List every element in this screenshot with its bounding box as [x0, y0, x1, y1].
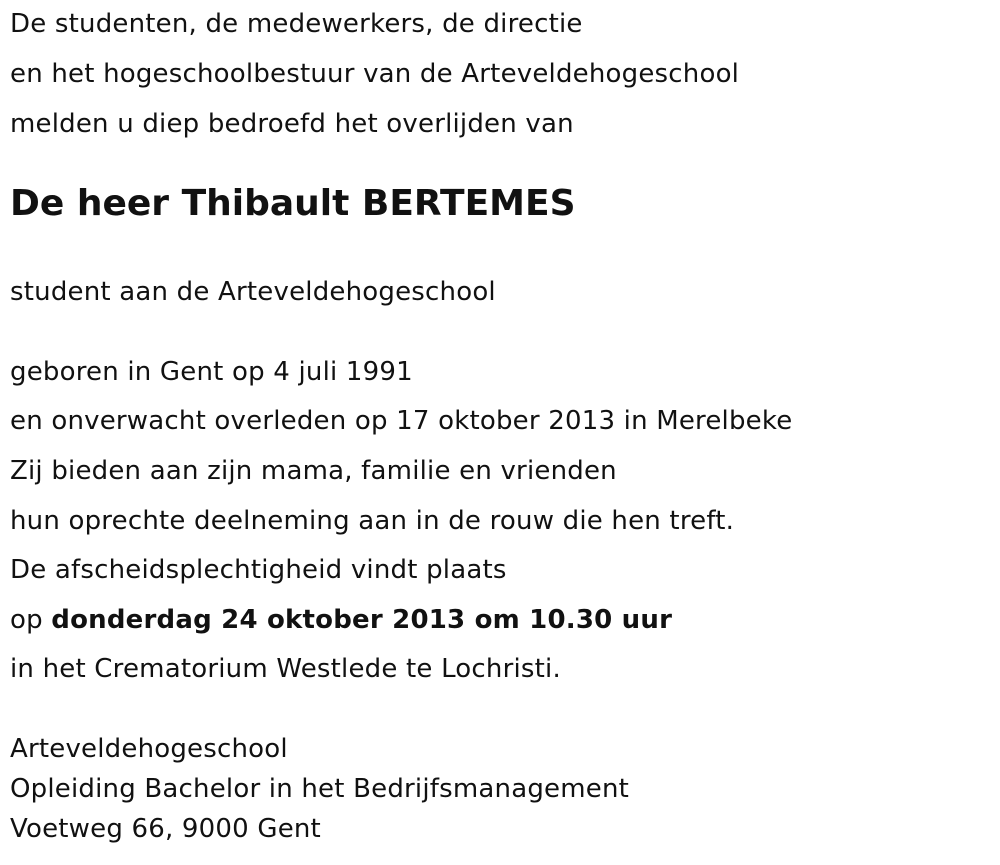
ceremony-datetime: donderdag 24 oktober 2013 om 10.30 uur [51, 605, 673, 635]
condolence-line-1: Zij bieden aan zijn mama, familie en vrienden [10, 456, 617, 486]
sender-department: Opleiding Bachelor in het Bedrijfsmanagement [10, 774, 630, 804]
intro-line-1: De studenten, de medewerkers, de directie [10, 9, 583, 39]
condolence-line-2: hun oprechte deelneming aan in de rouw die hen treft. [10, 506, 735, 536]
birth-line: geboren in Gent op 4 juli 1991 [10, 357, 413, 387]
sender-address: Voetweg 66, 9000 Gent [10, 814, 321, 844]
intro-line-2: en het hogeschoolbestuur van de Arteveldehogeschool [10, 59, 740, 89]
intro-line-3: melden u diep bedroefd het overlijden van [10, 109, 574, 139]
deceased-name: De heer Thibault BERTEMES [10, 183, 576, 224]
death-line: en onverwacht overleden op 17 oktober 2013 in Merelbeke [10, 406, 793, 436]
ceremony-location: in het Crematorium Westlede te Lochristi. [10, 654, 561, 684]
role-line: student aan de Arteveldehogeschool [10, 277, 496, 307]
ceremony-prefix: op [10, 605, 52, 635]
sender-organisation: Arteveldehogeschool [10, 734, 288, 764]
ceremony-intro: De afscheidsplechtigheid vindt plaats [10, 555, 507, 585]
ceremony-datetime-line [10, 604, 672, 636]
